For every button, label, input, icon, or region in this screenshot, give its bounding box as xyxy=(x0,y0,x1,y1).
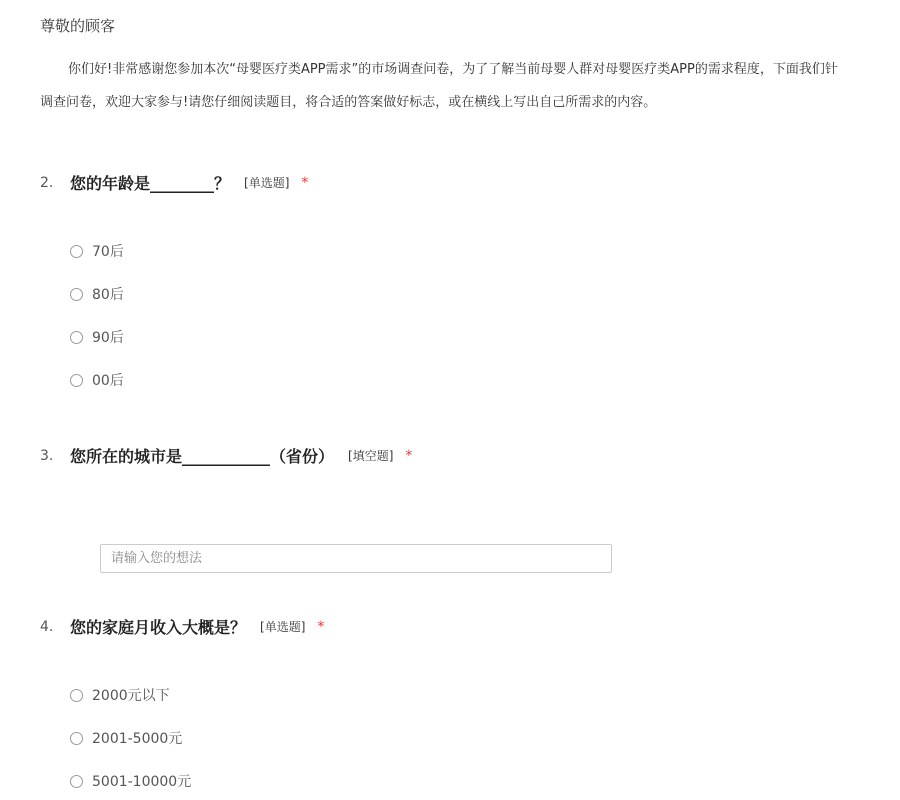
question-2-header xyxy=(40,171,308,194)
question-number: 4. xyxy=(40,618,54,635)
option-label: 5001-10000元 xyxy=(92,774,192,790)
option-label: 80后 xyxy=(92,287,124,303)
radio-button[interactable] xyxy=(70,331,83,344)
option-label: 90后 xyxy=(92,330,124,346)
question-type-label: [填空题] xyxy=(348,449,394,463)
option-age-90s[interactable] xyxy=(70,327,124,347)
radio-button[interactable] xyxy=(70,374,83,387)
intro-line-2: 调查问卷，欢迎大家参与!请您仔细阅读题目，将合适的答案做好标志，或在横线上写出自己所需求的内容。 xyxy=(40,95,657,110)
greeting-heading: 尊敬的顾客 xyxy=(40,17,116,35)
question-title: 您的年龄是________？ xyxy=(70,174,231,193)
city-input[interactable] xyxy=(100,544,612,573)
question-number: 3. xyxy=(40,447,54,464)
option-age-80s[interactable] xyxy=(70,284,124,304)
radio-button[interactable] xyxy=(70,732,83,745)
radio-button[interactable] xyxy=(70,245,83,258)
radio-button[interactable] xyxy=(70,689,83,702)
question-title: 您所在的城市是___________（省份） xyxy=(70,447,335,466)
radio-button[interactable] xyxy=(70,775,83,788)
question-type-label: [单选题] xyxy=(244,176,290,190)
question-3-header xyxy=(40,444,412,467)
radio-button[interactable] xyxy=(70,288,83,301)
option-income-2001-5000[interactable] xyxy=(70,728,182,748)
option-age-00s[interactable] xyxy=(70,370,124,390)
intro-line-1: 你们好!非常感谢您参加本次“母婴医疗类APP需求”的市场调查问卷，为了了解当前母婴人群对母婴医疗类APP的需求程度，下面我们针 xyxy=(68,62,838,77)
required-asterisk: * xyxy=(405,447,413,464)
option-age-70s[interactable] xyxy=(70,241,124,261)
required-asterisk: * xyxy=(317,618,325,635)
question-type-label: [单选题] xyxy=(260,620,306,634)
option-income-below-2000[interactable] xyxy=(70,685,170,705)
question-number: 2. xyxy=(40,174,54,191)
option-income-5001-10000[interactable] xyxy=(70,771,191,791)
option-label: 70后 xyxy=(92,244,124,260)
option-label: 2001-5000元 xyxy=(92,731,183,747)
question-4-header xyxy=(40,615,324,638)
required-asterisk: * xyxy=(301,174,309,191)
question-title: 您的家庭月收入大概是？ xyxy=(70,618,247,637)
intro-paragraph xyxy=(40,53,900,119)
option-label: 2000元以下 xyxy=(92,688,170,704)
option-label: 00后 xyxy=(92,373,124,389)
